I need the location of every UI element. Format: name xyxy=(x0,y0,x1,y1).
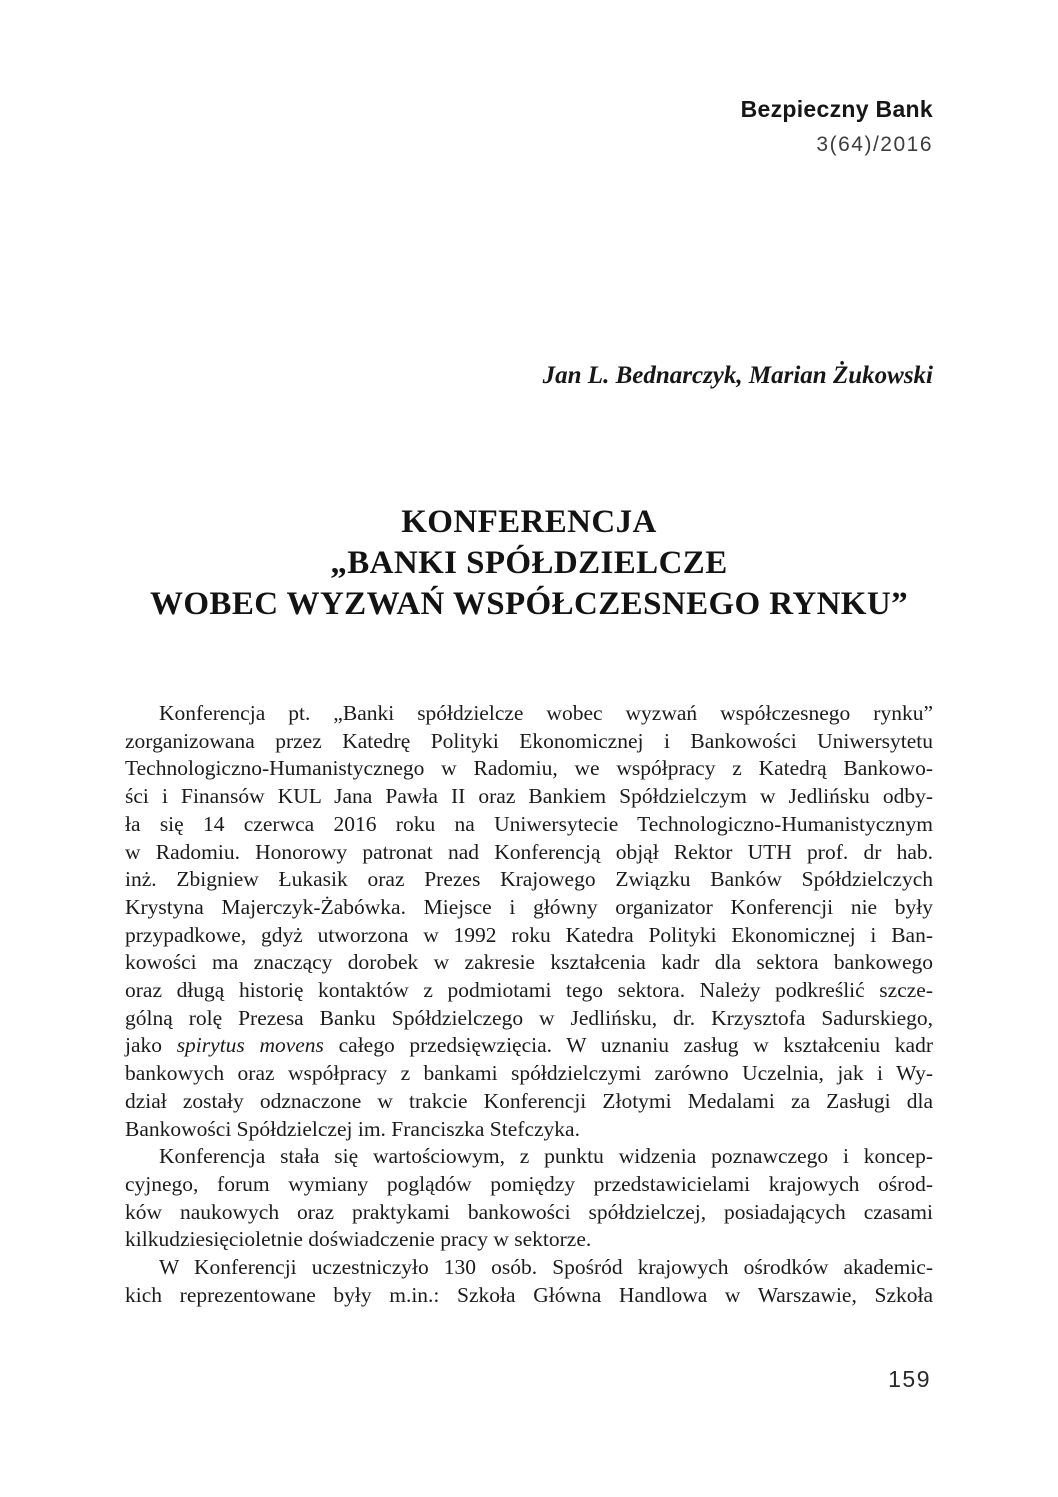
page-number: 159 xyxy=(888,1366,931,1392)
paragraph-line xyxy=(125,1116,933,1144)
italic-text: spirytus movens xyxy=(176,1033,324,1058)
paragraph-line xyxy=(125,922,933,950)
text-segment: kilkudziesięcioletnie doświadczenie pracy w sektorze. xyxy=(125,1227,592,1252)
journal-issue: 3(64)/2016 xyxy=(816,133,933,156)
paragraph-line xyxy=(125,700,933,728)
text-segment: całego przedsięwzięcia. W uznaniu zasług w kształceniu kadr xyxy=(323,1033,933,1058)
journal-header xyxy=(741,96,933,157)
text-segment: przypadkowe, gdyż utworzona w 1992 roku Katedra Polityki Ekonomicznej i Ban- xyxy=(125,922,933,947)
paragraph-line xyxy=(125,839,933,867)
text-segment: ści i Finansów KUL Jana Pawła II oraz Bankiem Spółdzielczym w Jedlińsku odby- xyxy=(125,784,933,809)
paragraph-line xyxy=(125,728,933,756)
text-segment: kich reprezentowane były m.in.: Szkoła Główna Handlowa w Warszawie, Szkoła xyxy=(125,1282,933,1307)
paragraph xyxy=(125,1254,933,1309)
text-segment: jako xyxy=(125,1033,177,1058)
article-title-line-2: „BANKI SPÓŁDZIELCZE xyxy=(330,545,728,581)
journal-name: Bezpieczny Bank xyxy=(740,96,933,122)
text-segment: kowości ma znaczący dorobek w zakresie kształcenia kadr dla sektora bankowego xyxy=(125,950,933,975)
text-segment: Technologiczno-Humanistycznego w Radomiu, we współpracy z Katedrą Bankowo- xyxy=(125,756,933,781)
paragraph-line xyxy=(125,866,933,894)
paragraph-line xyxy=(125,783,933,811)
text-segment: oraz długą historię kontaktów z podmiotami tego sektora. Należy podkreślić szcze- xyxy=(125,978,933,1003)
text-segment: Bankowości Spółdzielczej im. Franciszka Stefczyka. xyxy=(125,1116,580,1141)
paragraph-line xyxy=(125,1088,933,1116)
paragraph-line xyxy=(125,894,933,922)
paragraph-line xyxy=(125,1005,933,1033)
paragraph-line xyxy=(125,1282,933,1310)
text-segment: ków naukowych oraz praktykami bankowości spółdzielczej, posiadających czasami xyxy=(125,1199,933,1224)
text-segment: w Radomiu. Honorowy patronat nad Konferencją objął Rektor UTH prof. dr hab. xyxy=(125,839,933,864)
authors-line: Jan L. Bednarczyk, Marian Żukowski xyxy=(542,362,933,389)
text-segment: Konferencja pt. „Banki spółdzielcze wobec wyzwań współczesnego rynku” xyxy=(159,701,933,725)
text-segment: ła się 14 czerwca 2016 roku na Uniwersytecie Technologiczno-Humanistycznym xyxy=(125,811,933,836)
text-segment: inż. Zbigniew Łukasik oraz Prezes Krajowego Związku Banków Spółdzielczych xyxy=(125,867,933,892)
paragraph-line xyxy=(125,977,933,1005)
article-title-line-3: WOBEC WYZWAŃ WSPÓŁCZESNEGO RYNKU” xyxy=(149,586,909,622)
paragraph-line xyxy=(125,1226,933,1254)
body-paragraphs xyxy=(125,700,933,1309)
text-segment: cyjnego, forum wymiany poglądów pomiędzy przedstawicielami krajowych ośrod- xyxy=(125,1171,933,1196)
text-segment: Krystyna Majerczyk-Żabówka. Miejsce i główny organizator Konferencji nie były xyxy=(125,894,933,919)
text-segment: W Konferencji uczestniczyło 130 osób. Spośród krajowych ośrodków akademic- xyxy=(159,1255,933,1280)
article-title xyxy=(0,502,1058,625)
paragraph xyxy=(125,700,933,1143)
paragraph-line xyxy=(125,1199,933,1227)
paragraph-line xyxy=(125,1254,933,1282)
paragraph-line xyxy=(125,1143,933,1171)
text-segment: zorganizowana przez Katedrę Polityki Ekonomicznej i Bankowości Uniwersytetu xyxy=(125,728,933,753)
paragraph-line xyxy=(125,1060,933,1088)
paragraph-line xyxy=(125,755,933,783)
paragraph-line xyxy=(125,1032,933,1060)
paragraph xyxy=(125,1143,933,1254)
text-segment: Konferencja stała się wartościowym, z punktu widzenia poznawczego i koncep- xyxy=(159,1144,933,1169)
text-segment: dział zostały odznaczone w trakcie Konferencji Złotymi Medalami za Zasługi dla xyxy=(125,1088,933,1113)
paragraph-line xyxy=(125,1171,933,1199)
article-title-line-1: KONFERENCJA xyxy=(401,504,657,540)
paragraph-line xyxy=(125,949,933,977)
text-segment: bankowych oraz współpracy z bankami spółdzielczymi zarówno Uczelnia, jak i Wy- xyxy=(125,1061,933,1086)
text-segment: gólną rolę Prezesa Banku Spółdzielczego w Jedlińsku, dr. Krzysztofa Sadurskiego, xyxy=(125,1005,933,1030)
paragraph-line xyxy=(125,811,933,839)
